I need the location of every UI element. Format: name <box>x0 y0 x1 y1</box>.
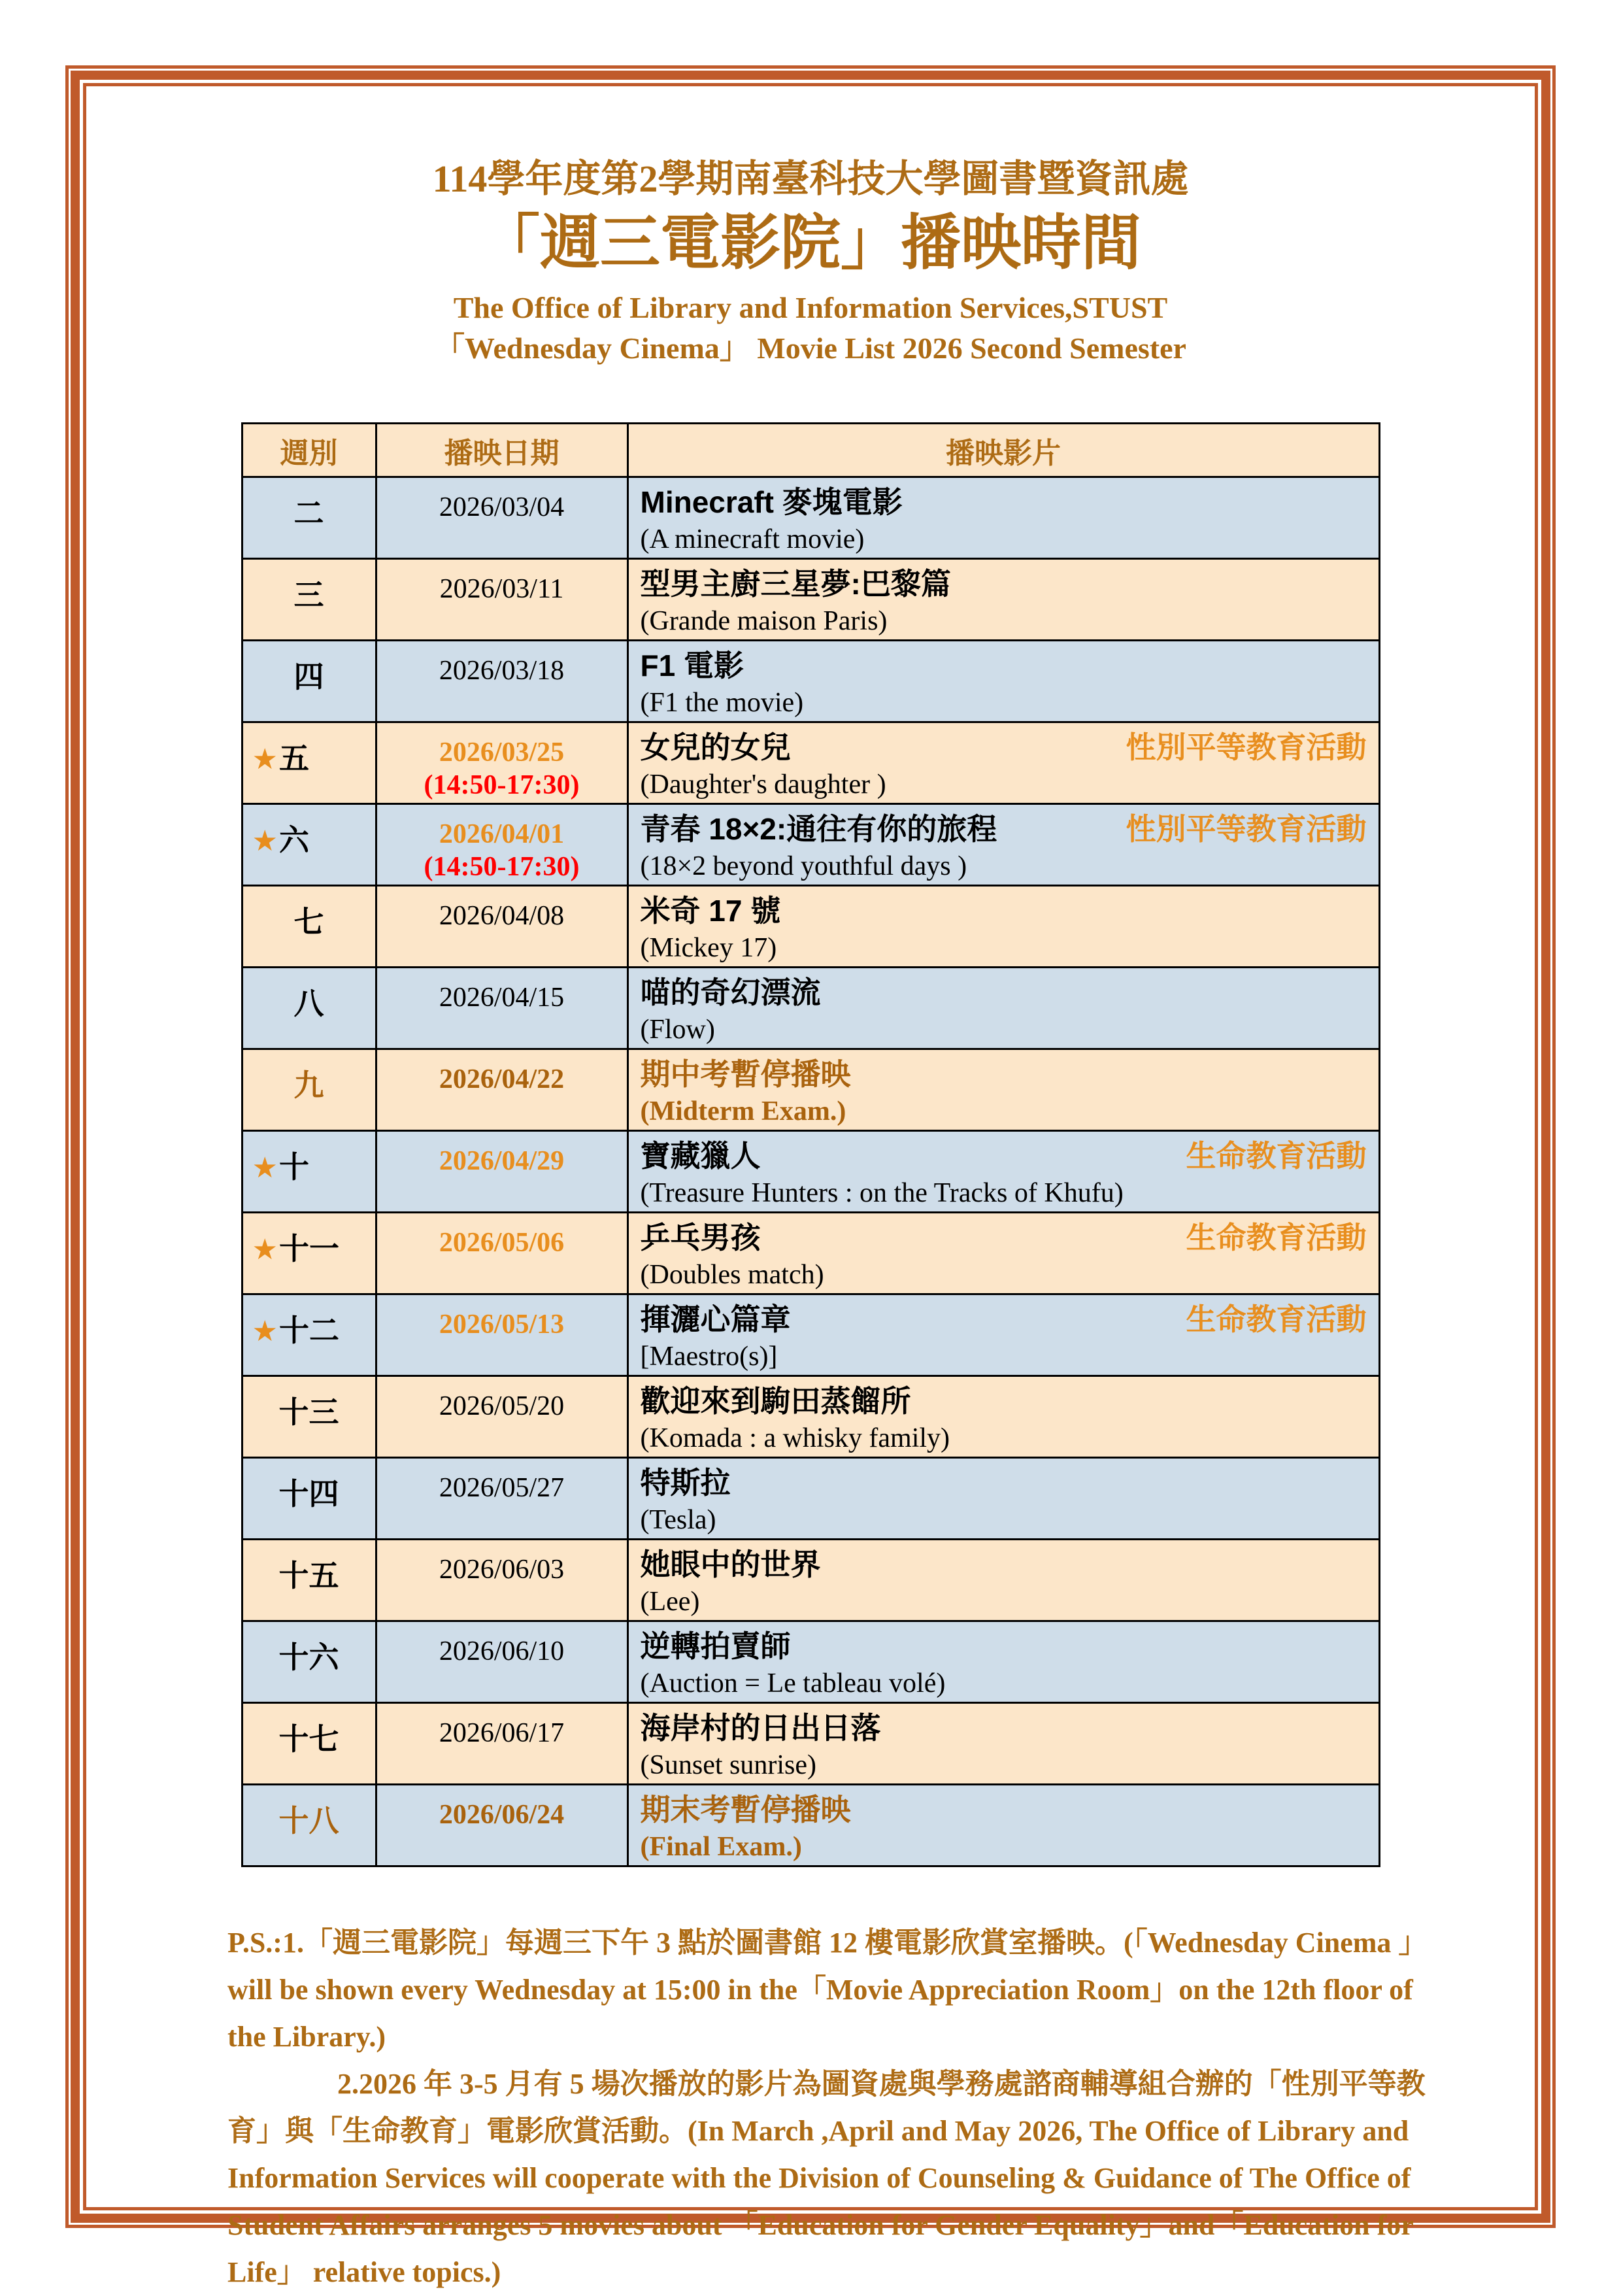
week-label: 三 <box>293 578 324 612</box>
movie-title-en: (A minecraft movie) <box>640 524 865 554</box>
movie-title-en: (Komada : a whisky family) <box>640 1423 950 1453</box>
ps-note2-line: Information Services will cooperate with the Division of Counseling & Guidance of The Office of <box>227 2162 1411 2194</box>
movie-title-zh: Minecraft 麥塊電影 <box>640 485 903 519</box>
movie-cell <box>627 968 1379 1049</box>
movie-title-zh: 型男主廚三星夢:巴黎篇 <box>640 567 951 601</box>
week-cell <box>242 641 376 722</box>
week-cell <box>242 1540 376 1621</box>
movie-title-zh: 女兒的女兒 <box>640 730 791 764</box>
schedule-table <box>241 422 1380 1867</box>
movie-title-row <box>641 730 1369 765</box>
ps-note2-line: Student Affairs arranges 5 movies about 「Education for Gender Equality」and「Education for <box>227 2209 1414 2241</box>
table-row <box>242 722 1379 804</box>
movie-title-en: (Auction = Le tableau volé) <box>640 1668 946 1698</box>
movie-title-en: (Tesla) <box>640 1505 716 1535</box>
date-text: 2026/06/24 <box>439 1800 565 1830</box>
movie-title-en: (Final Exam.) <box>640 1832 802 1862</box>
title-en-line2: 「Wednesday Cinema」 Movie List 2026 Second Semester <box>435 331 1186 365</box>
table-row <box>242 1213 1379 1294</box>
page-border-outer <box>65 65 1556 2288</box>
date-text: 2026/04/29 <box>439 1146 565 1176</box>
movie-cell <box>627 1213 1379 1294</box>
table-row <box>242 1621 1379 1703</box>
table-row <box>242 1376 1379 1458</box>
table-row <box>242 804 1379 886</box>
movie-title-row <box>641 1138 1369 1173</box>
week-cell <box>242 722 376 804</box>
date-text: 2026/05/27 <box>439 1473 565 1503</box>
time-text: (14:50-17:30) <box>424 852 580 882</box>
date-cell <box>376 1621 627 1703</box>
movie-title-zh: 喵的奇幻漂流 <box>640 975 821 1009</box>
movie-cell <box>627 1376 1379 1458</box>
week-label: 六 <box>278 823 309 857</box>
week-label: 十 <box>278 1150 309 1184</box>
week-label: 十八 <box>278 1804 339 1838</box>
movie-title-en: (Lee) <box>640 1587 700 1617</box>
movie-title-row <box>641 1792 1369 1827</box>
date-text: 2026/04/08 <box>439 901 565 931</box>
date-cell <box>376 641 627 722</box>
table-row <box>242 1049 1379 1131</box>
ps-note1-line: P.S.:1.「週三電影院」每週三下午 3 點於圖書館 12 樓電影欣賞室播映。(「Wednesday Cinema 」 <box>227 1927 1428 1959</box>
movie-title-row <box>641 1465 1369 1500</box>
date-text: 2026/05/20 <box>439 1391 565 1421</box>
movie-cell <box>627 886 1379 968</box>
movie-cell <box>627 1131 1379 1213</box>
movie-title-en: (Grande maison Paris) <box>640 606 888 636</box>
table-row <box>242 1458 1379 1540</box>
movie-title-en: (F1 the movie) <box>640 688 804 718</box>
movie-title-en: (Mickey 17) <box>640 933 777 963</box>
week-label: 十二 <box>278 1313 339 1347</box>
week-cell <box>242 804 376 886</box>
movie-title-zh: 期末考暫停播映 <box>640 1793 851 1827</box>
movie-cell <box>627 1621 1379 1703</box>
movie-title-zh: 青春 18×2:通往有你的旅程 <box>640 812 997 846</box>
star-icon: ★ <box>252 1152 278 1184</box>
movie-cell <box>627 1540 1379 1621</box>
header-row <box>242 424 1379 477</box>
movie-cell <box>627 1049 1379 1131</box>
date-text: 2026/03/25 <box>439 737 565 768</box>
activity-tag: 生命教育活動 <box>1186 1139 1367 1173</box>
movie-title-zh: 歡迎來到駒田蒸餾所 <box>640 1384 911 1418</box>
schedule-table-body <box>242 477 1379 1866</box>
movie-title-zh: 她眼中的世界 <box>640 1547 821 1581</box>
movie-title-row <box>641 1302 1369 1337</box>
movie-title-zh: 揮灑心篇章 <box>640 1302 791 1336</box>
date-text: 2026/04/15 <box>439 983 565 1013</box>
week-cell <box>242 559 376 641</box>
movie-title-en: [Maestro(s)] <box>640 1342 778 1372</box>
week-cell <box>242 1785 376 1866</box>
week-label: 五 <box>278 741 309 775</box>
week-label: 四 <box>293 660 324 694</box>
week-cell <box>242 1213 376 1294</box>
week-cell <box>242 1621 376 1703</box>
movie-title-zh: 乒乓男孩 <box>640 1221 761 1255</box>
movie-title-row <box>641 566 1369 601</box>
movie-title-zh: 期中考暫停播映 <box>640 1057 851 1091</box>
movie-title-en: (Flow) <box>640 1015 715 1045</box>
movie-title-zh: 逆轉拍賣師 <box>640 1629 791 1663</box>
date-text: 2026/04/01 <box>439 819 565 849</box>
date-cell <box>376 1213 627 1294</box>
week-cell <box>242 1131 376 1213</box>
date-cell <box>376 1294 627 1376</box>
ps-note2-line: 育」與「生命教育」電影欣賞活動。(In March ,April and May 2026, The Office of Library and <box>227 2115 1409 2147</box>
date-cell <box>376 1785 627 1866</box>
col-header-week: 週別 <box>242 424 376 477</box>
date-cell <box>376 722 627 804</box>
table-row <box>242 1294 1379 1376</box>
time-text: (14:50-17:30) <box>424 770 580 800</box>
table-row <box>242 968 1379 1049</box>
ps-note2-line: Life」 relative topics.) <box>227 2256 501 2288</box>
date-text: 2026/03/04 <box>439 492 565 522</box>
date-text: 2026/06/03 <box>439 1555 565 1585</box>
star-icon: ★ <box>252 1234 278 1266</box>
movie-cell <box>627 1458 1379 1540</box>
date-text: 2026/05/06 <box>439 1228 565 1258</box>
col-header-movie: 播映影片 <box>627 424 1379 477</box>
week-label: 二 <box>293 496 324 530</box>
movie-cell <box>627 1294 1379 1376</box>
activity-tag: 生命教育活動 <box>1186 1302 1367 1336</box>
movie-cell <box>627 722 1379 804</box>
date-cell <box>376 886 627 968</box>
date-text: 2026/06/17 <box>439 1718 565 1748</box>
movie-title-row <box>641 1056 1369 1092</box>
movie-cell <box>627 804 1379 886</box>
date-cell <box>376 1458 627 1540</box>
title-zh-line2: 「週三電影院」播映時間 <box>479 210 1141 277</box>
table-row <box>242 477 1379 559</box>
movie-title-zh: 特斯拉 <box>640 1466 731 1500</box>
movie-title-row <box>641 1547 1369 1582</box>
movie-title-row <box>641 1220 1369 1255</box>
movie-title-row <box>641 975 1369 1010</box>
activity-tag: 生命教育活動 <box>1186 1221 1367 1255</box>
movie-cell <box>627 559 1379 641</box>
date-text: 2026/06/10 <box>439 1636 565 1666</box>
table-row <box>242 559 1379 641</box>
movie-title-row <box>641 1629 1369 1664</box>
movie-title-en: (Doubles match) <box>640 1260 824 1290</box>
date-cell <box>376 1049 627 1131</box>
date-text: 2026/04/22 <box>439 1064 565 1094</box>
date-cell <box>376 1376 627 1458</box>
date-cell <box>376 804 627 886</box>
page-border-inner <box>83 83 1538 2288</box>
week-label: 十七 <box>278 1722 339 1756</box>
table-row <box>242 1131 1379 1213</box>
table-row <box>242 886 1379 968</box>
movie-title-zh: 米奇 17 號 <box>640 894 781 928</box>
movie-title-en: (Daughter's daughter ) <box>640 769 886 800</box>
col-header-date: 播映日期 <box>376 424 627 477</box>
movie-cell <box>627 1785 1379 1866</box>
week-cell <box>242 1703 376 1785</box>
star-icon: ★ <box>252 1315 278 1347</box>
movie-title-row <box>641 893 1369 928</box>
table-row <box>242 1703 1379 1785</box>
date-cell <box>376 477 627 559</box>
movie-title-zh: F1 電影 <box>640 649 744 683</box>
movie-title-row <box>641 1383 1369 1419</box>
week-cell <box>242 1294 376 1376</box>
movie-cell <box>627 1703 1379 1785</box>
date-text: 2026/03/18 <box>439 656 565 686</box>
table-row <box>242 1540 1379 1621</box>
movie-title-en: (18×2 beyond youthful days ) <box>640 851 967 881</box>
week-cell <box>242 477 376 559</box>
date-text: 2026/05/13 <box>439 1309 565 1340</box>
page-border-middle <box>71 71 1550 2288</box>
page-content <box>86 86 1535 2288</box>
ps-note1-line: will be shown every Wednesday at 15:00 in the「Movie Appreciation Room」on the 12th floor of <box>227 1974 1413 2006</box>
document-header <box>86 156 1535 369</box>
movie-title-row <box>641 648 1369 683</box>
week-label: 七 <box>293 905 324 939</box>
movie-title-row <box>641 811 1369 847</box>
week-label: 十四 <box>278 1477 339 1511</box>
movie-title-zh: 寶藏獵人 <box>640 1139 761 1173</box>
title-en-line1: The Office of Library and Information Services,STUST <box>453 291 1168 324</box>
movie-title-en: (Treasure Hunters : on the Tracks of Khufu) <box>640 1178 1124 1208</box>
date-text: 2026/03/11 <box>439 574 564 604</box>
date-cell <box>376 1131 627 1213</box>
movie-title-row <box>641 484 1369 520</box>
title-zh-line1: 114學年度第2學期南臺科技大學圖書暨資訊處 <box>432 158 1189 200</box>
week-cell <box>242 1458 376 1540</box>
date-cell <box>376 1703 627 1785</box>
week-cell <box>242 886 376 968</box>
activity-tag: 性別平等教育活動 <box>1126 812 1367 846</box>
week-label: 十五 <box>278 1559 339 1593</box>
movie-title-en: (Sunset sunrise) <box>640 1750 816 1780</box>
movie-cell <box>627 477 1379 559</box>
movie-title-en: (Midterm Exam.) <box>640 1096 846 1126</box>
date-cell <box>376 1540 627 1621</box>
movie-title-row <box>641 1710 1369 1746</box>
date-cell <box>376 968 627 1049</box>
ps-note2-line: 2.2026 年 3-5 月有 5 場次播放的影片為圖資處與學務處諮商輔導組合辦的「性別平等教 <box>337 2068 1426 2100</box>
movie-cell <box>627 641 1379 722</box>
week-label: 八 <box>293 987 324 1021</box>
week-label: 十一 <box>278 1232 339 1266</box>
ps-note1-line: the Library.) <box>227 2021 386 2053</box>
date-cell <box>376 559 627 641</box>
star-icon: ★ <box>252 743 278 775</box>
table-row <box>242 1785 1379 1866</box>
footnotes <box>227 1919 1428 2296</box>
table-row <box>242 641 1379 722</box>
movie-title-zh: 海岸村的日出日落 <box>640 1711 881 1745</box>
star-icon: ★ <box>252 825 278 857</box>
week-cell <box>242 968 376 1049</box>
activity-tag: 性別平等教育活動 <box>1126 730 1367 764</box>
week-cell <box>242 1049 376 1131</box>
week-label: 九 <box>293 1068 324 1102</box>
week-label: 十三 <box>278 1395 339 1429</box>
schedule-table-header <box>242 424 1379 477</box>
week-label: 十六 <box>278 1640 339 1674</box>
week-cell <box>242 1376 376 1458</box>
